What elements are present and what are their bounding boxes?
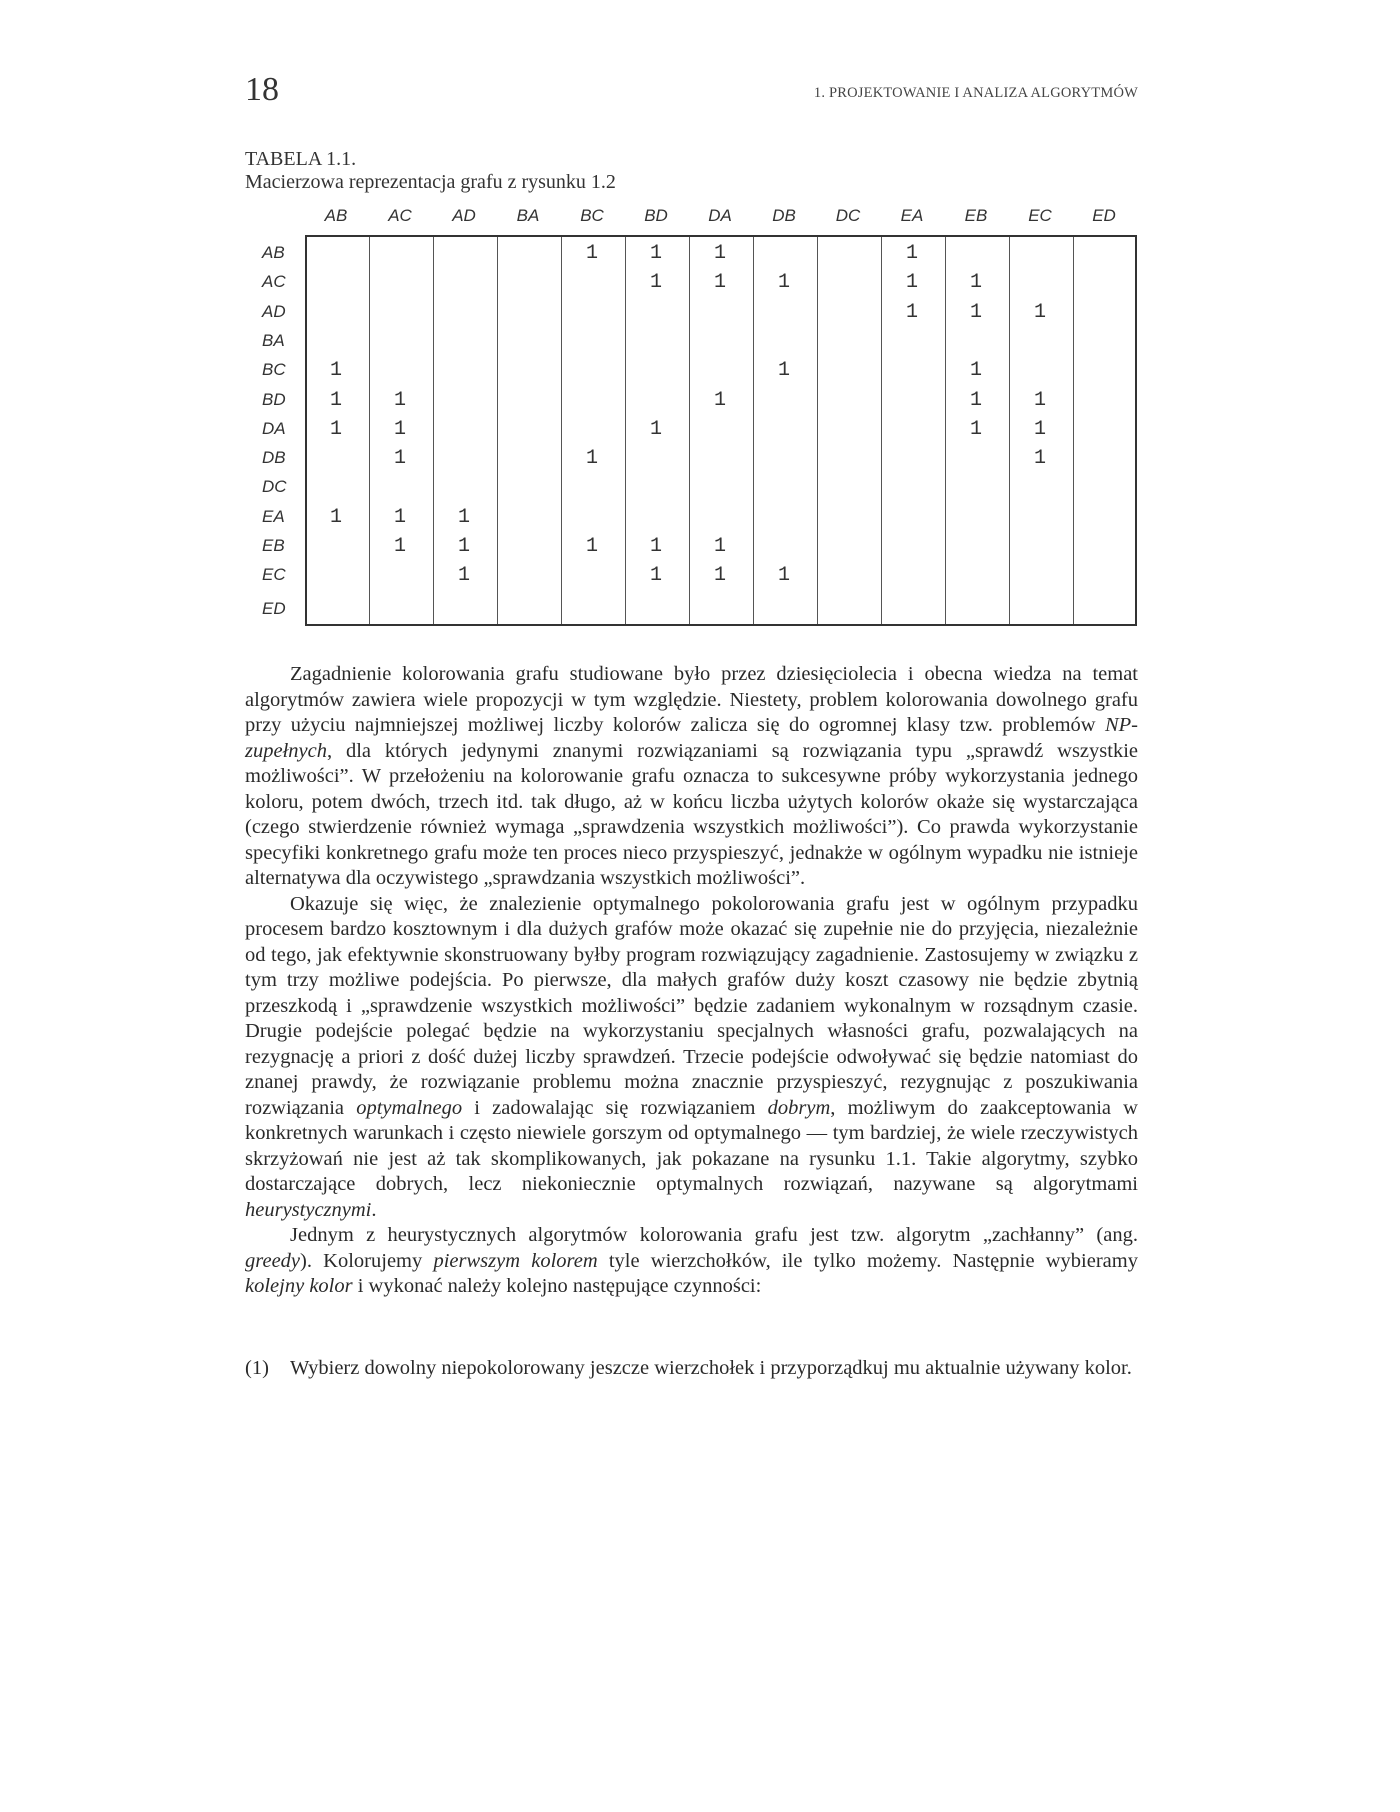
grid-divider [561,237,562,624]
paragraph-1-text-end: , dla których jedynymi znanymi rozwiązaniami są rozwiązania typu „sprawdź wszystkie możliwości”. W przełożeniu na kolorowanie grafu oznacza to sukcesywne próby wykorzystania jednego koloru, potem dwóch, trzech itd. tak długo, aż w końcu liczba użytych kolorów okaże się wystarczająca (czego stwierdzenie również wymaga „sprawdzenia wszystkich możliwości”). Co prawda wykorzystanie specyfiki konkretnego grafu może ten proces nieco przyspieszyć, jednakże w ogólnym wypadku nie istnieje alternatywa dla oczywistego „sprawdzania wszystkich możliwości”. [245,739,1138,889]
grid-divider [817,237,818,624]
column-header-eb: EB [964,206,988,225]
matrix-cell-da-bd: 1 [649,417,662,441]
matrix-cell-bd-ec: 1 [1033,388,1046,412]
grid-divider [497,237,498,624]
matrix-cell-ac-ea: 1 [905,271,918,295]
column-header-ab: AB [324,206,348,225]
row-header-eb: EB [262,536,285,555]
column-header-dc: DC [835,206,861,225]
grid-divider [625,237,626,624]
list-item [245,1356,1138,1382]
paragraph-2-emphasis-2: dobrym [767,1096,831,1119]
column-header-ad: AD [452,206,476,225]
paragraph-2-text-mid: i zadowalając się rozwiązaniem [462,1096,768,1119]
column-header-ba: BA [516,206,540,225]
row-header-bc: BC [262,360,286,380]
row-header-da: DA [262,418,286,438]
matrix-cell-da-eb: 1 [969,417,982,441]
matrix-cell-eb-da: 1 [713,535,726,558]
grid-divider [689,237,690,624]
paragraph-2-text: Okazuje się więc, że znalezienie optymalnego pokolorowania grafu jest w ogólnym przypadku procesem bardzo kosztownym i dla dużych grafów może okazać się zupełnie nie do przyjęcia, niezależnie od tego, jak efektywnie skonstruowany byłby program rozwiązujący zagadnienie. Zastosujemy w związku z tym trzy możliwe podejścia. Po pierwsze, dla małych grafów duży koszt czasowy nie będzie zbytnią przeszkodą i „sprawdzenie wszystkich możliwości” będzie zadaniem wykonalnym w rozsądnym czasie. Drugie podejście polegać będzie na wykorzystaniu specjalnych własności grafu, pozwalających na rezygnację a priori z dość dużej liczby sprawdzeń. Trzecie podejście odwoływać się będzie natomiast do znanej prawdy, że rozwiązanie problemu można znacznie przyspieszyć, rezygnując z poszukiwania rozwiązania [245,892,1138,1119]
matrix-cell-bd-ac: 1 [393,388,406,412]
grid-divider [945,237,946,624]
paragraph-2-emphasis-1: optymalnego [356,1096,463,1119]
grid-divider [1009,237,1010,624]
grid-divider [1073,237,1074,624]
paragraph-2-text-end: , możliwym do zaakceptowania w konkretnych warunkach i często niewiele gorszym od optymalnego — tym bardziej, że wiele rzeczywistych skrzyżowań nie jest aż tak skomplikowanych, jak pokazane na rysunku 1.1. Takie algorytmy, szybko dostarczające dobrych, lecz niekoniecznie optymalnych rozwiązań, nazywane są algorytmami [245,1096,1138,1195]
matrix-cell-bc-ab: 1 [329,359,342,383]
matrix-cell-ad-ea: 1 [905,300,918,324]
paragraph-1-text: Zagadnienie kolorowania grafu studiowane było przez dziesięciolecia i obecna wiedza na temat algorytmów zawiera wiele propozycji w tym względzie. Niestety, problem kolorowania dowolnego grafu przy użyciu najmniejszej możliwej liczby kolorów zalicza się do ogromnej klasy tzw. problemów [245,663,1138,736]
matrix-cell-ab-bd: 1 [649,242,662,265]
column-header-da: DA [708,206,732,225]
matrix-cell-ea-ab: 1 [329,505,342,529]
paragraph-3-emphasis-3: kolejny kolor [245,1275,353,1297]
grid-divider [369,237,370,624]
matrix-cell-eb-bd: 1 [649,535,662,558]
paragraph-3-text-a: Jednym z heurystycznych algorytmów kolorowania grafu jest tzw. algorytm „zachłanny” (ang. [290,1224,1138,1246]
matrix-cell-ab-bc: 1 [585,242,598,265]
column-header-bc: BC [580,206,604,225]
matrix-cell-ec-bd: 1 [649,564,662,588]
matrix-cell-ab-da: 1 [713,242,726,265]
matrix-cell-ab-ea: 1 [905,242,918,265]
matrix-cell-ea-ac: 1 [393,505,406,529]
matrix-cell-bc-db: 1 [777,359,790,383]
matrix-cell-ac-eb: 1 [969,271,982,295]
matrix-cell-da-ab: 1 [329,417,342,441]
grid-divider [881,237,882,624]
page-number: 18 [245,71,279,108]
matrix-cell-db-ec: 1 [1033,447,1046,471]
paragraph-2-tail: . [371,1198,377,1221]
paragraph-3-text-b: ). Kolorujemy [300,1249,434,1272]
row-header-ad: AD [262,301,286,321]
list-item-text: Wybierz dowolny niepokolorowany jeszcze wierzchołek i przyporządkuj mu aktualnie używany kolor. [290,1357,1132,1379]
matrix-cell-bd-eb: 1 [969,388,982,412]
row-header-ed: ED [262,598,286,618]
list-marker: (1) [245,1357,269,1379]
matrix-cell-ac-bd: 1 [649,271,662,295]
row-header-ba: BA [262,330,285,350]
matrix-cell-eb-ac: 1 [393,535,406,558]
matrix-cell-db-bc: 1 [585,447,598,471]
matrix-cell-bc-eb: 1 [969,359,982,383]
matrix-cell-ec-da: 1 [713,564,726,588]
matrix-cell-ad-eb: 1 [969,300,982,324]
paragraph-1-emphasis: NP-zupełnych [245,714,1138,762]
matrix-cell-db-ac: 1 [393,447,406,471]
running-header: 1. PROJEKTOWANIE I ANALIZA ALGORYTMÓW [813,85,1138,101]
matrix-cell-ec-ad: 1 [457,564,470,588]
matrix-cell-ac-db: 1 [777,271,790,295]
matrix-cell-bd-da: 1 [713,388,726,412]
column-header-ac: AC [388,206,412,225]
column-header-ed: ED [1092,206,1116,225]
grid-divider [433,237,434,624]
matrix-cell-eb-ad: 1 [457,535,470,558]
row-header-db: DB [262,448,286,468]
matrix-cell-ad-ec: 1 [1033,300,1046,324]
column-header-bd: BD [644,206,668,225]
matrix-cell-eb-bc: 1 [585,535,598,558]
paragraph-1 [245,662,1138,892]
matrix-cell-ac-da: 1 [713,271,726,295]
column-header-ec: EC [1028,206,1052,225]
table-label: TABELA 1.1. [245,148,357,170]
table-caption: Macierzowa reprezentacja grafu z rysunku 1.2 [245,171,616,193]
paragraph-3-text-c: tyle wierzchołków, ile tylko możemy. Następnie wybieramy [597,1249,1138,1272]
column-header-db: DB [772,206,796,225]
matrix-cell-ea-ad: 1 [457,505,470,529]
paragraph-3-emphasis-2: pierwszym kolorem [433,1249,598,1272]
paragraph-2-emphasis-3: heurystycznymi [245,1198,372,1221]
matrix-cell-da-ac: 1 [393,417,406,441]
paragraph-3-text-d: i wykonać należy kolejno następujące czynności: [352,1275,762,1297]
matrix-cell-bd-ab: 1 [329,388,342,412]
row-header-ab: AB [262,243,285,262]
row-header-ea: EA [262,506,285,526]
adjacency-matrix-grid [305,235,1137,626]
body-text [245,662,1138,1300]
paragraph-2 [245,892,1138,1224]
row-header-ec: EC [262,565,286,585]
row-header-bd: BD [262,389,286,409]
column-header-ea: EA [900,206,924,225]
matrix-cell-da-ec: 1 [1033,417,1046,441]
row-header-ac: AC [262,272,286,292]
paragraph-3 [245,1223,1138,1300]
row-header-dc: DC [262,477,287,497]
matrix-cell-ec-db: 1 [777,564,790,588]
grid-divider [753,237,754,624]
paragraph-3-emphasis-1: greedy [245,1249,301,1272]
